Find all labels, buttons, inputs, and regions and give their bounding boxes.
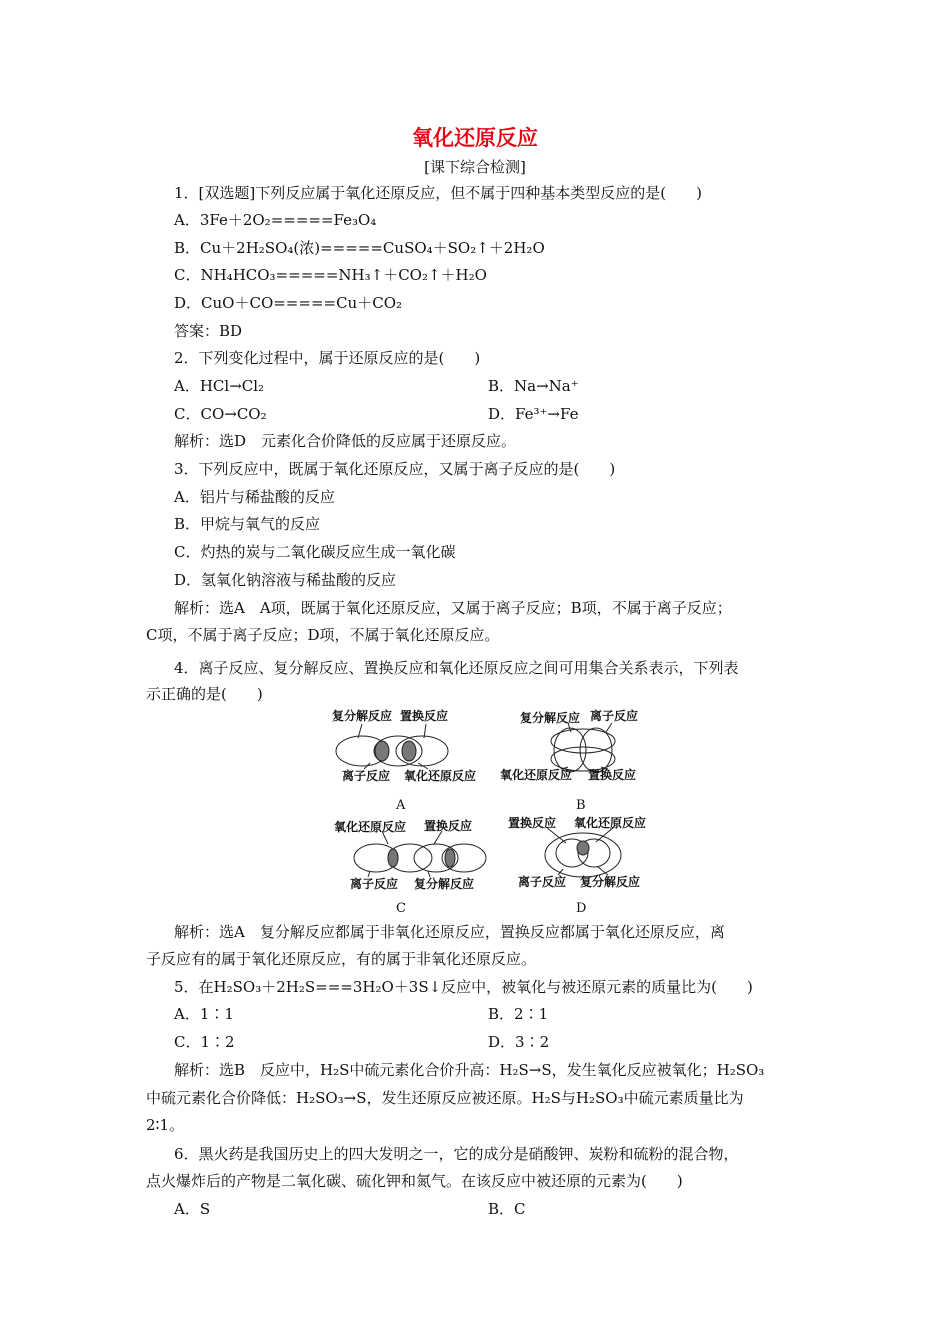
q1-option-b: B．Cu＋2H₂SO₄(浓)=====CuSO₄＋SO₂↑＋2H₂O: [174, 239, 545, 257]
label-metathesis: 复分解反应: [414, 877, 475, 891]
q5-option-b: B．2∶1: [488, 1005, 549, 1023]
q3-analysis-line2: C项，不属于离子反应；D项，不属于氧化还原反应。: [146, 626, 500, 644]
label-displacement: 置换反应: [508, 816, 557, 830]
q2-option-b: B．Na→Na⁺: [488, 377, 579, 395]
q4-analysis-line1: 解析：选A 复分解反应都属于非氧化还原反应，置换反应都属于氧化还原反应，离: [174, 923, 725, 941]
label-displacement: 置换反应: [588, 768, 637, 782]
q5-analysis-line3: 2∶1。: [146, 1116, 184, 1134]
q6-stem-line1: 6．黑火药是我国历史上的四大发明之一，它的成分是硝酸钾、炭粉和硫粉的混合物，: [174, 1145, 739, 1163]
q5-option-c: C．1∶2: [174, 1033, 235, 1051]
page-subtitle: [课下综合检测]: [424, 158, 526, 176]
diagram-c: [334, 818, 486, 916]
q2-option-c: C．CO→CO₂: [174, 405, 267, 423]
q1-option-d: D．CuO＋CO=====Cu＋CO₂: [174, 294, 403, 312]
q1-option-c: C．NH₄HCO₃=====NH₃↑＋CO₂↑＋H₂O: [174, 266, 487, 284]
q1-stem: 1．[双选题]下列反应属于氧化还原反应，但不属于四种基本类型反应的是( ): [174, 184, 702, 202]
label-ionic: 离子反应: [342, 769, 391, 783]
caption-b: B: [576, 798, 586, 813]
q6-option-a: A．S: [174, 1200, 211, 1218]
label-metathesis: 复分解反应: [520, 711, 581, 725]
caption-a: A: [396, 798, 406, 813]
q1-answer: 答案：BD: [174, 322, 243, 340]
q3-analysis-line1: 解析：选A A项，既属于氧化还原反应，又属于离子反应；B项，不属于离子反应；: [174, 599, 732, 617]
label-ionic: 离子反应: [518, 875, 567, 889]
set-relation-figure: [318, 703, 663, 917]
diagram-a: [332, 708, 476, 813]
q3-option-a: A．铝片与稀盐酸的反应: [174, 488, 335, 506]
q4-stem-line2: 示正确的是( ): [146, 685, 263, 703]
label-ionic: 离子反应: [590, 709, 639, 723]
q5-stem: 5．在H₂SO₃＋2H₂S===3H₂O＋3S↓反应中，被氧化与被还原元素的质量比为( ): [174, 978, 753, 996]
label-displacement: 置换反应: [400, 709, 449, 723]
caption-d: D: [576, 901, 587, 916]
q3-stem: 3．下列反应中，既属于氧化还原反应，又属于离子反应的是( ): [174, 460, 616, 478]
label-redox: 氧化还原反应: [334, 820, 407, 834]
q2-stem: 2．下列变化过程中，属于还原反应的是( ): [174, 349, 481, 367]
q2-option-a: A．HCl→Cl₂: [174, 377, 265, 395]
q5-analysis-line1: 解析：选B 反应中，H₂S中硫元素化合价升高：H₂S→S，发生氧化反应被氧化；H₂SO₃: [174, 1061, 765, 1079]
caption-c: C: [396, 901, 406, 916]
q6-option-b: B．C: [488, 1200, 526, 1218]
label-metathesis: 复分解反应: [580, 875, 641, 889]
q2-option-d: D．Fe³⁺→Fe: [488, 405, 579, 423]
label-displacement: 置换反应: [424, 819, 473, 833]
q5-option-d: D．3∶2: [488, 1033, 550, 1051]
q3-option-b: B．甲烷与氧气的反应: [174, 515, 321, 533]
q6-stem-line2: 点火爆炸后的产物是二氧化碳、硫化钾和氮气。在该反应中被还原的元素为( ): [146, 1172, 683, 1190]
label-redox: 氧化还原反应: [500, 768, 573, 782]
label-redox: 氧化还原反应: [404, 769, 477, 783]
diagram-b: [500, 708, 638, 813]
overlap-shade: [402, 741, 416, 761]
q4-analysis-line2: 子反应有的属于氧化还原反应，有的属于非氧化还原反应。: [146, 950, 537, 968]
q1-option-a: A．3Fe＋2O₂=====Fe₃O₄: [174, 211, 377, 229]
q2-analysis: 解析：选D 元素化合价降低的反应属于还原反应。: [174, 432, 517, 450]
label-metathesis: 复分解反应: [332, 709, 393, 723]
q5-option-a: A．1∶1: [174, 1005, 234, 1023]
label-ionic: 离子反应: [350, 877, 399, 891]
diagram-d: [508, 815, 646, 916]
q3-option-d: D．氢氧化钠溶液与稀盐酸的反应: [174, 571, 397, 589]
q3-option-c: C．灼热的炭与二氧化碳反应生成一氧化碳: [174, 543, 456, 561]
q4-stem-line1: 4．离子反应、复分解反应、置换反应和氧化还原反应之间可用集合关系表示，下列表: [174, 659, 739, 677]
overlap-shade: [375, 741, 389, 761]
label-redox: 氧化还原反应: [574, 816, 647, 830]
page-title: 氧化还原反应: [412, 126, 538, 150]
q5-analysis-line2: 中硫元素化合价降低：H₂SO₃→S，发生还原反应被还原。H₂S与H₂SO₃中硫元素质量比为: [146, 1089, 744, 1107]
